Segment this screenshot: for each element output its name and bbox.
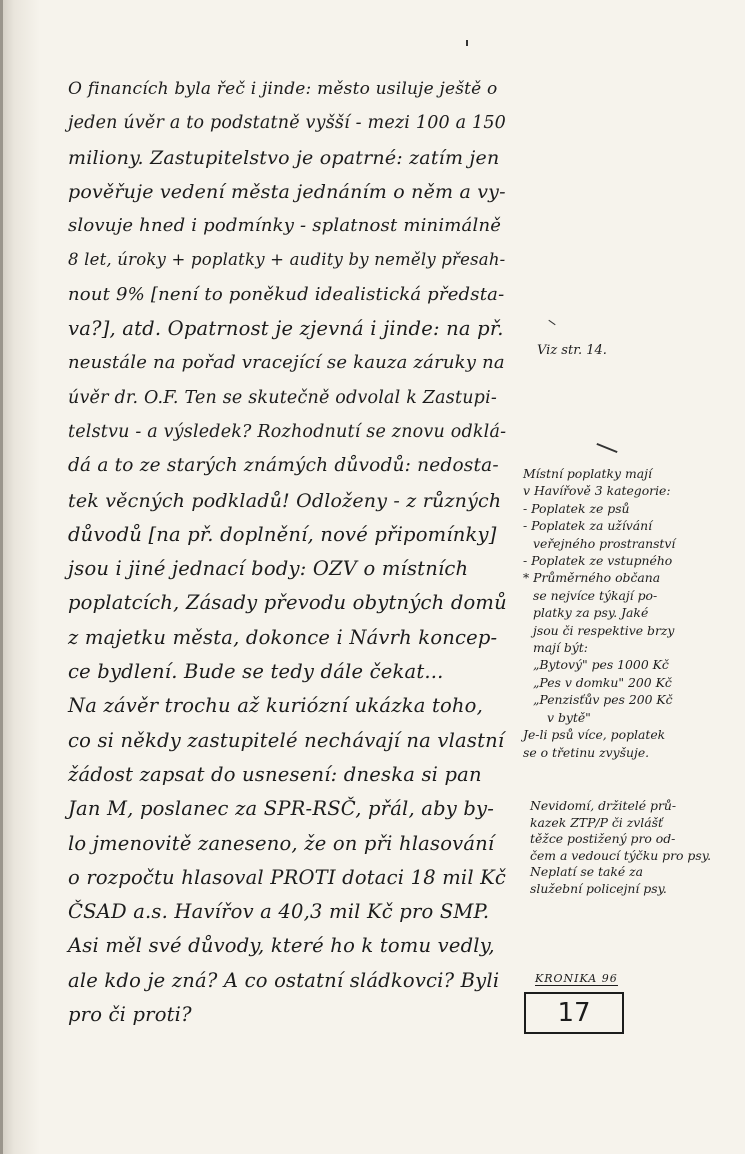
margin-note-exemptions bbox=[530, 798, 735, 897]
text-line: miliony. Zastupitelstvo je opatrné: zatím jen bbox=[68, 146, 500, 169]
note-line: mají být: bbox=[533, 640, 588, 656]
page-number: 17 bbox=[524, 992, 624, 1034]
pen-mark bbox=[596, 443, 617, 453]
text-line: co si někdy zastupitelé nechávají na vlastní bbox=[68, 728, 505, 752]
text-line: O financích byla řeč i jinde: město usiluje ještě o bbox=[68, 79, 498, 99]
text-line: Jan M, poslanec za SPR-RSČ, přál, aby by- bbox=[68, 797, 495, 821]
pen-mark bbox=[466, 40, 468, 46]
note-line: Nevidomí, držitelé prů- bbox=[530, 798, 677, 813]
note-line: * Průměrného občana bbox=[523, 570, 661, 586]
handwritten-main-text bbox=[68, 72, 508, 1032]
note-line: v bytě" bbox=[547, 709, 591, 725]
text-line: lo jmenovitě zaneseno, že on při hlasování bbox=[68, 831, 495, 855]
margin-note-dog-fees bbox=[523, 465, 735, 761]
text-line: důvodů [na př. doplnění, nové připomínky] bbox=[68, 522, 497, 546]
note-line: - Poplatek ze psů bbox=[523, 500, 630, 516]
text-line: dá a to ze starých známých důvodů: nedosta- bbox=[68, 455, 499, 477]
text-line: jeden úvěr a to podstatně vyšší - mezi 100 a 150 bbox=[68, 113, 507, 134]
text-line: ale kdo je zná? A co ostatní sládkovci? Byli bbox=[68, 968, 500, 992]
note-line: - Poplatek ze vstupného bbox=[523, 553, 673, 569]
note-line: služební policejní psy. bbox=[530, 880, 667, 896]
text-line: va?], atd. Opatrnost je zjevná i jinde: na př. bbox=[68, 317, 504, 341]
note-line: jsou či respektive brzy bbox=[533, 622, 675, 638]
note-line: se nejvíce týkají po- bbox=[533, 587, 658, 603]
note-line: v Havířově 3 kategorie: bbox=[523, 483, 671, 499]
text-line: pro či proti? bbox=[68, 1003, 192, 1027]
note-line: Neplatí se také za bbox=[530, 864, 644, 879]
text-line: nout 9% [není to poněkud idealistická předsta- bbox=[68, 283, 505, 305]
text-line: Asi měl své důvody, které ho k tomu vedly, bbox=[68, 934, 495, 958]
note-line: platky za psy. Jaké bbox=[533, 605, 649, 621]
text-line: ce bydlení. Bude se tedy dále čekat... bbox=[68, 660, 444, 684]
note-line: - Poplatek za užívání bbox=[523, 518, 653, 534]
text-line: ČSAD a.s. Havířov a 40,3 mil Kč pro SMP. bbox=[68, 900, 490, 924]
note-line: se o třetinu zvyšuje. bbox=[523, 744, 650, 760]
text-line: poplatcích, Zásady převodu obytných domů bbox=[68, 591, 507, 615]
note-line: kazek ZTP/P či zvlášť bbox=[530, 814, 663, 830]
text-line: Na závěr trochu až kuriózní ukázka toho, bbox=[68, 694, 484, 718]
text-line: úvěr dr. O.F. Ten se skutečně odvolal k Zastupi- bbox=[68, 387, 497, 408]
text-line: 8 let, úroky + poplatky + audity by neměly přesah- bbox=[68, 250, 506, 270]
text-line: telstvu - a výsledek? Rozhodnutí se znovu odklá- bbox=[68, 421, 507, 442]
note-line: těžce postižený pro od- bbox=[530, 831, 676, 846]
text-line: žádost zapsat do usnesení: dneska si pan bbox=[68, 762, 482, 786]
margin-page-reference: Viz str. 14. bbox=[537, 343, 607, 358]
text-line: neustále na pořad vracející se kauza záruky na bbox=[68, 352, 505, 374]
note-line: „Pes v domku" 200 Kč bbox=[533, 674, 672, 690]
note-line: Místní poplatky mají bbox=[523, 466, 652, 481]
note-line: „Penzisťův pes 200 Kč bbox=[533, 692, 673, 708]
note-line: čem a vedoucí týčku pro psy. bbox=[530, 847, 712, 863]
note-line: „Bytový" pes 1000 Kč bbox=[533, 657, 669, 673]
page-binding-edge bbox=[0, 0, 3, 1154]
note-line: Je-li psů více, poplatek bbox=[523, 727, 666, 743]
text-line: z majetku města, dokonce i Návrh koncep- bbox=[68, 625, 498, 649]
text-line: o rozpočtu hlasoval PROTI dotaci 18 mil Kč bbox=[68, 865, 507, 889]
chronicle-label: KRONIKA 96 bbox=[535, 972, 618, 985]
text-line: slovuje hned i podmínky - splatnost minimálně bbox=[68, 215, 502, 237]
text-line: pověřuje vedení města jednáním o něm a vy- bbox=[68, 180, 506, 203]
pen-mark bbox=[548, 320, 555, 325]
note-line: veřejného prostranství bbox=[533, 535, 676, 551]
text-line: jsou i jiné jednací body: OZV o místních bbox=[68, 557, 469, 581]
text-line: tek věcných podkladů! Odloženy - z různých bbox=[68, 489, 502, 512]
